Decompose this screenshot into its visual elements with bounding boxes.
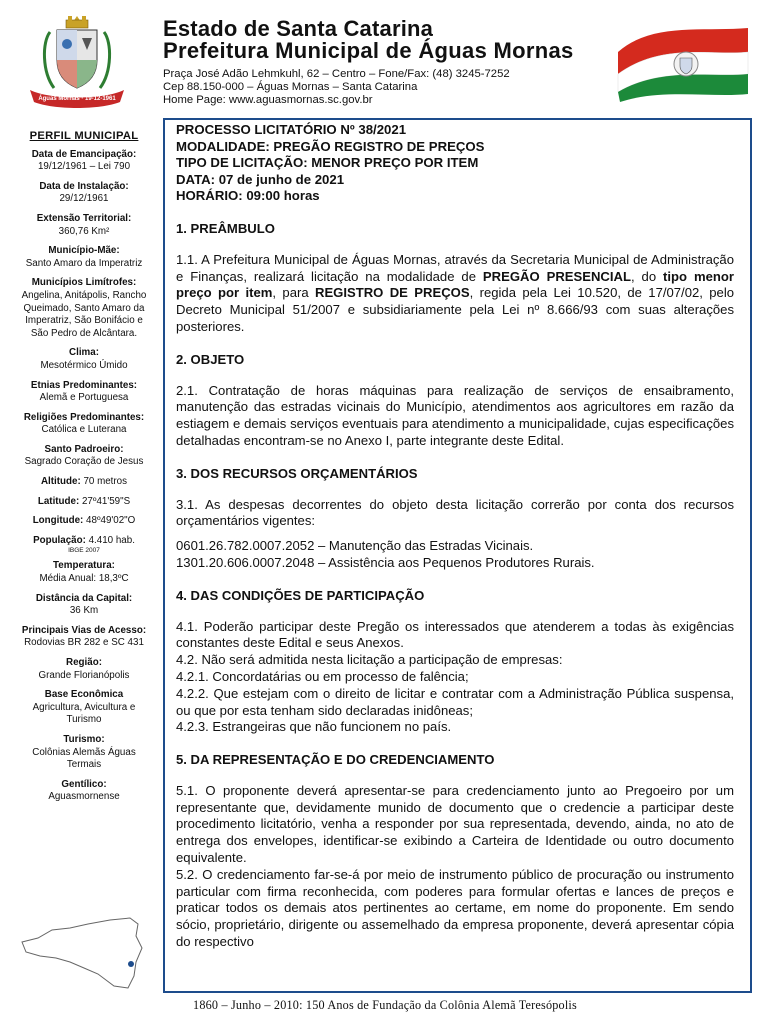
preamble-type-bold: tipo menor preço por item: [176, 268, 734, 301]
preamble-text: , para: [272, 285, 315, 301]
state-title: Estado de Santa Catarina: [163, 16, 434, 41]
address-line: Praça José Adão Lehmkuhl, 62 – Centro – Fone/Fax: (48) 3245-7252: [163, 68, 510, 80]
homepage-line: Home Page: www.aguasmornas.sc.gov.br: [163, 94, 373, 106]
profile-label: Religiões Predominantes:: [23, 411, 145, 423]
budget-line: 0601.26.782.0007.2052 – Manutenção das Estradas Vicinais.: [176, 538, 534, 554]
preamble-text: 1.1. A Prefeitura Municipal de Águas Mornas, através da Secretaria Municipal de Administração e Finanças, realizará licitação na modalidade de: [176, 251, 734, 284]
preamble-registry-bold: REGISTRO DE PREÇOS: [314, 285, 470, 301]
svg-text:Águas Mornas · 19-12-1961: Águas Mornas · 19-12-1961: [38, 96, 116, 102]
profile-longitude: [18, 515, 150, 528]
profile-label: Gentílico:: [61, 778, 107, 790]
process-number: PROCESSO LICITATÓRIO Nº 38/2021: [176, 122, 407, 137]
profile-value: Agricultura, Avicultura e Turismo: [32, 701, 136, 726]
profile-label: Município-Mãe:: [48, 245, 120, 257]
municipal-profile-sidebar: [18, 130, 150, 811]
profile-value: 19/12/1961 – Lei 790: [37, 161, 131, 173]
prefeitura-title: Prefeitura Municipal de Águas Mornas: [163, 38, 574, 63]
profile-climate: [18, 347, 150, 372]
profile-value: 27º41'59"S: [81, 495, 131, 507]
profile-patron: [18, 444, 150, 469]
representation-item: 5.2. O credenciamento far-se-á por meio de instrumento público de procuração ou instrumento particular com firma reconhecida, com poderes para formular ofertas e lances de preços e praticar todos os demais atos pertinentes ao certame, em nome do proponente. Em sendo sócio, proprietário, dirigente ou assemelhado da empresa proponente, deverá apresentar cópia do respectivo: [176, 866, 734, 950]
profile-value: Grande Florianópolis: [38, 669, 130, 681]
profile-value: Sagrado Coração de Jesus: [24, 456, 144, 468]
participation-item: 4.2.2. Que estejam com o direito de licitar e contratar com a Administração Pública suspensa, ou que por esta tenham sido declaradas inidôneas;: [176, 685, 734, 718]
profile-label: Data de Instalação:: [39, 180, 129, 192]
profile-label: Base Econômica: [44, 689, 124, 701]
bid-time: HORÁRIO: 09:00 horas: [176, 188, 320, 204]
participation-item: 4.2.1. Concordatárias ou em processo de falência;: [176, 668, 469, 684]
cep-line: Cep 88.150-000 – Águas Mornas – Santa Catarina: [163, 81, 418, 93]
profile-value: 70 metros: [83, 476, 128, 488]
profile-label: Etnias Predominantes:: [30, 379, 138, 391]
profile-value: Católica e Luterana: [41, 424, 127, 436]
preamble-text: , regida pela Lei 10.520, de 17/07/02, pelo Decreto Municipal 51/2007 e subsidiariamente pela Lei nº 8.666/93 com suas alterações posteriores.: [176, 285, 735, 334]
profile-value: 360,76 Km²: [58, 225, 110, 237]
profile-label: Temperatura:: [53, 560, 115, 572]
budget-line: 1301.20.606.0007.2048 – Assistência aos Pequenos Produtores Rurais.: [176, 554, 595, 570]
profile-mother-municipality: [18, 245, 150, 270]
profile-value: Rodovias BR 282 e SC 431: [24, 637, 144, 649]
profile-temperature: [18, 560, 150, 585]
profile-installation: [18, 181, 150, 206]
profile-label: Data de Emancipação:: [31, 148, 137, 160]
footer-commemoration: 1860 – Junho – 2010: 150 Anos de Fundação da Colônia Alemã Teresópolis: [193, 998, 577, 1012]
budget-paragraph: 3.1. As despesas decorrentes do objeto desta licitação correrão por conta dos recursos orçamentários vigentes:: [176, 496, 734, 529]
profile-value: Colônias Alemãs Águas Termais: [32, 746, 136, 771]
profile-value: 48º49'02"O: [86, 515, 136, 527]
section-title-representation: 5. DA REPRESENTAÇÃO E DO CREDENCIAMENTO: [176, 752, 495, 768]
document-body: [176, 122, 734, 951]
profile-label: Extensão Territorial:: [36, 212, 132, 224]
profile-ethnicities: [18, 380, 150, 405]
object-paragraph: 2.1. Contratação de horas máquinas para realização de serviços de ensaibramento, manutenção das estradas vicinais do Município, atendimentos aos agricultores em razão da estiagem e demais serviços eventuais para atendimento a municipalidade, cujas especificações detalhadas encontram-se no Anexo I, parte integrante deste Edital.: [176, 382, 734, 448]
profile-value: Média Anual: 18,3ºC: [39, 573, 129, 585]
profile-value: 29/12/1961: [59, 193, 109, 205]
participation-item: 4.2. Não será admitida nesta licitação a participação de empresas:: [176, 652, 563, 668]
santa-catarina-map-icon: [18, 912, 150, 994]
section-title-preamble: 1. PREÂMBULO: [176, 220, 275, 236]
profile-label: Municípios Limítrofes:: [31, 277, 137, 289]
population-source-note: IBGE 2007: [68, 547, 100, 555]
profile-region: [18, 657, 150, 682]
section-title-object: 2. OBJETO: [176, 351, 245, 367]
profile-value: Alemã e Portuguesa: [39, 392, 129, 404]
profile-access-roads: [18, 625, 150, 650]
coat-of-arms-logo: [22, 12, 132, 112]
profile-value: 36 Km: [69, 605, 99, 617]
bid-type: TIPO DE LICITAÇÃO: MENOR PREÇO POR ITEM: [176, 155, 479, 171]
profile-neighbors: [18, 277, 150, 340]
profile-religions: [18, 412, 150, 437]
profile-value: 4.410 hab.: [88, 534, 135, 546]
profile-label: Turismo:: [63, 733, 105, 745]
sidebar-title: PERFIL MUNICIPAL: [29, 130, 139, 142]
profile-distance-capital: [18, 593, 150, 618]
profile-value: Mesotérmico Úmido: [40, 359, 128, 371]
section-title-budget: 3. DOS RECURSOS ORÇAMENTÁRIOS: [176, 465, 418, 481]
profile-latitude: [18, 496, 150, 509]
participation-item: 4.1. Poderão participar deste Pregão os interessados que atenderem a todas às exigências constantes deste Edital e seus Anexos.: [176, 618, 734, 651]
profile-label: Principais Vias de Acesso:: [21, 624, 147, 636]
profile-label: Altitude:: [40, 476, 81, 488]
profile-value: Aguasmornense: [48, 791, 120, 803]
participation-item: 4.2.3. Estrangeiras que não funcionem no país.: [176, 719, 452, 735]
profile-label: Distância da Capital:: [35, 592, 133, 604]
preamble-paragraph: [176, 252, 734, 336]
representation-item: 5.1. O proponente deverá apresentar-se para credenciamento junto ao Pregoeiro por um representante que, devidamente munido de documento que o credencie a participar deste procedimento licitatório, venha a responder por sua representada, devendo, ainda, no ato de entrega dos envelopes, identificar-se exibindo a Carteira de Identidade ou outro documento equivalente.: [176, 782, 734, 866]
profile-value: Angelina, Anitápolis, Rancho Queimado, Santo Amaro da Imperatriz, São Bonifácio e São Pedro de Alcântara.: [21, 289, 147, 339]
profile-population: [18, 535, 150, 555]
profile-value: Santo Amaro da Imperatriz: [25, 257, 143, 269]
profile-label: Santo Padroeiro:: [44, 443, 124, 455]
profile-label: Clima:: [69, 347, 99, 359]
section-title-participation: 4. DAS CONDIÇÕES DE PARTICIPAÇÃO: [176, 587, 425, 603]
profile-label: População:: [33, 534, 86, 546]
profile-label: Longitude:: [32, 515, 84, 527]
municipal-flag-logo: [612, 22, 754, 102]
profile-extension: [18, 213, 150, 238]
profile-label: Latitude:: [37, 495, 80, 507]
profile-demonym: [18, 779, 150, 804]
profile-altitude: [18, 476, 150, 489]
profile-tourism: [18, 734, 150, 772]
profile-emancipation: [18, 149, 150, 174]
preamble-modality-bold: PREGÃO PRESENCIAL: [482, 268, 631, 284]
preamble-text: , do: [630, 268, 664, 284]
profile-label: Região:: [66, 657, 102, 668]
bid-date: DATA: 07 de junho de 2021: [176, 171, 345, 187]
profile-economy: [18, 689, 150, 727]
modality: MODALIDADE: PREGÃO REGISTRO DE PREÇOS: [176, 138, 485, 154]
